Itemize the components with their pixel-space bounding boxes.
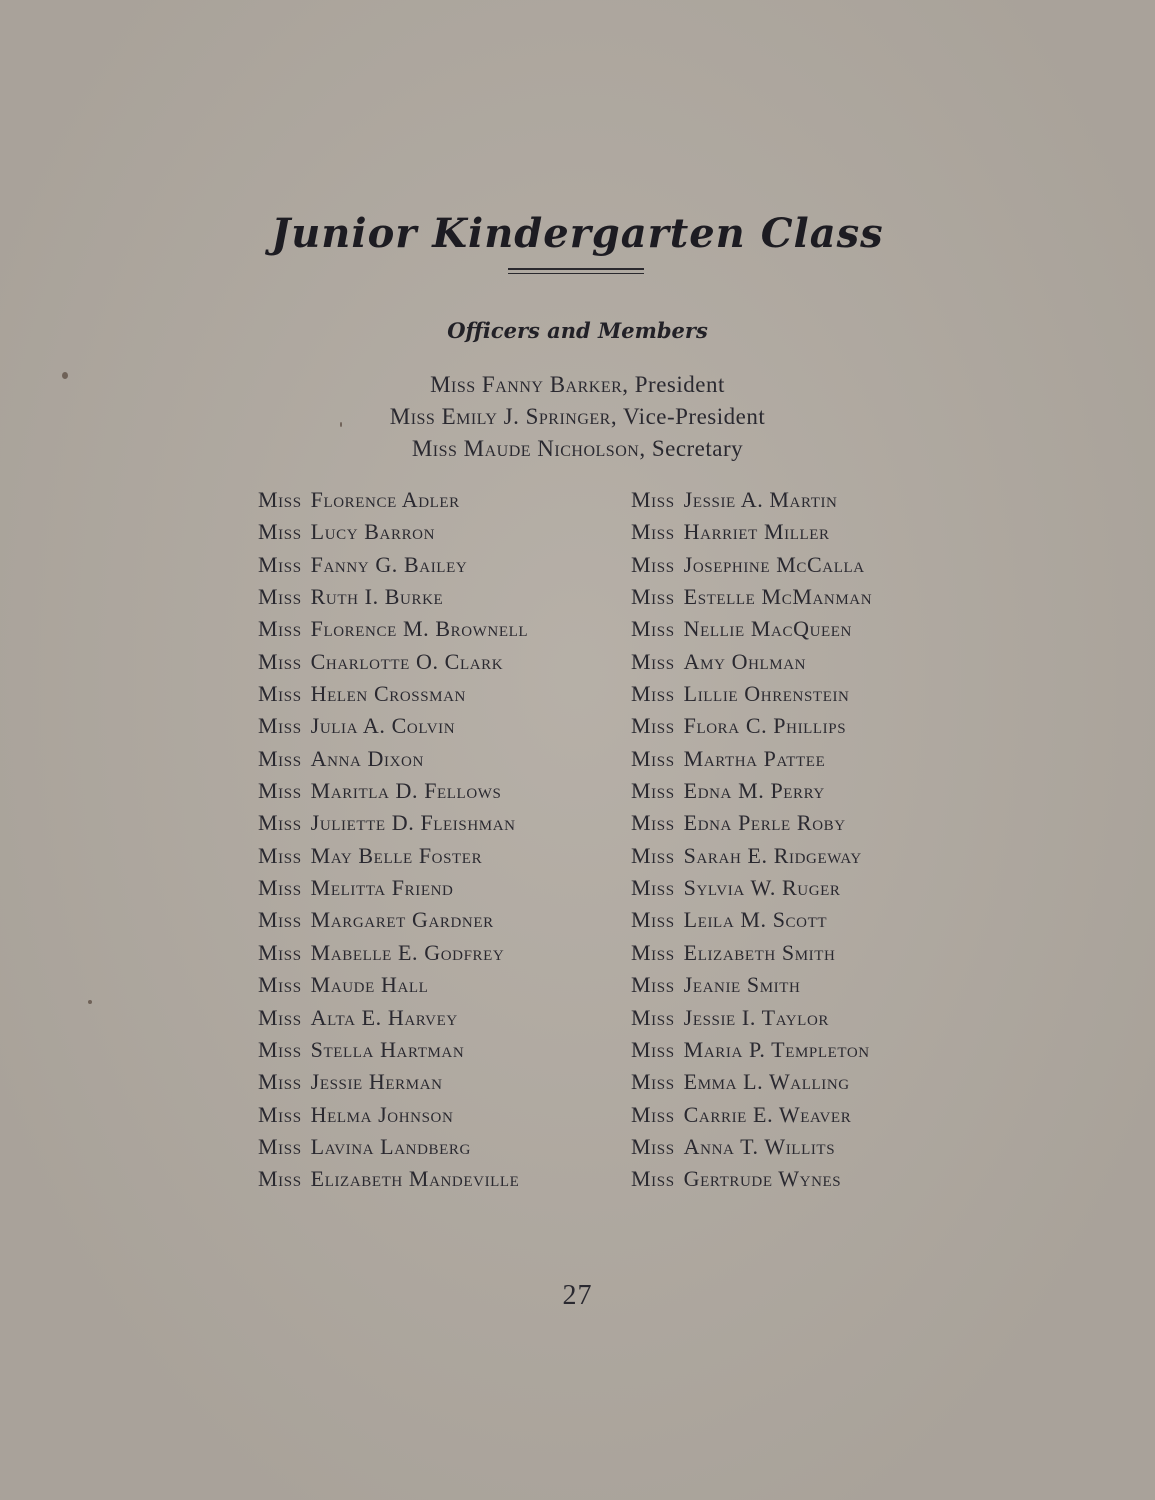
member-name: Helma Johnson — [310, 1101, 454, 1127]
member-item — [631, 872, 872, 904]
member-honorific: Miss — [631, 648, 675, 674]
officer-secretary — [0, 436, 1155, 462]
member-name: Margaret Gardner — [310, 907, 494, 933]
member-name: Lavina Landberg — [310, 1133, 471, 1159]
member-honorific: Miss — [631, 842, 675, 868]
member-item — [631, 613, 872, 645]
member-honorific: Miss — [258, 1166, 302, 1192]
officer-name: Miss Maude Nicholson — [411, 436, 640, 461]
member-honorific: Miss — [631, 745, 675, 771]
member-item — [631, 807, 872, 839]
member-honorific: Miss — [631, 1133, 675, 1159]
member-name: Sarah E. Ridgeway — [683, 842, 862, 868]
member-honorific: Miss — [258, 1004, 302, 1030]
member-name: Florence M. Brownell — [310, 616, 529, 642]
member-honorific: Miss — [258, 648, 302, 674]
member-name: Ruth I. Burke — [310, 584, 444, 610]
member-name: Melitta Friend — [310, 875, 454, 901]
member-item — [258, 1163, 528, 1195]
officer-role: , President — [622, 372, 725, 397]
member-honorific: Miss — [258, 875, 302, 901]
member-honorific: Miss — [258, 778, 302, 804]
member-name: Jessie A. Martin — [683, 487, 838, 512]
member-honorific: Miss — [631, 1069, 675, 1095]
member-item — [631, 937, 872, 969]
member-honorific: Miss — [258, 842, 302, 868]
member-name: Anna Dixon — [310, 745, 424, 771]
member-honorific: Miss — [631, 1036, 675, 1062]
page-title: Junior Kindergarten Class — [271, 210, 884, 257]
member-item — [631, 840, 872, 872]
member-name: Emma L. Walling — [683, 1069, 850, 1095]
officer-role: , Secretary — [639, 436, 744, 461]
officer-name: Miss Fanny Barker — [430, 372, 623, 397]
member-honorific: Miss — [631, 519, 675, 545]
member-item — [258, 1002, 528, 1034]
member-item — [258, 807, 528, 839]
member-honorific: Miss — [258, 745, 302, 771]
paper-speck — [340, 422, 342, 427]
paper-speck — [88, 1000, 92, 1004]
title-underline-thin — [508, 273, 644, 274]
member-honorific: Miss — [258, 681, 302, 707]
member-item — [258, 1066, 528, 1098]
member-name: Jessie I. Taylor — [683, 1004, 829, 1030]
member-honorific: Miss — [631, 1166, 675, 1192]
member-item — [631, 1099, 872, 1131]
member-honorific: Miss — [631, 778, 675, 804]
member-item — [631, 1034, 872, 1066]
member-honorific: Miss — [631, 487, 675, 512]
member-honorific: Miss — [631, 1101, 675, 1127]
member-name: Estelle McManman — [683, 584, 873, 610]
officer-vice-president — [0, 404, 1155, 430]
member-honorific: Miss — [631, 681, 675, 707]
member-item — [258, 743, 528, 775]
paper-speck — [62, 372, 68, 379]
member-honorific: Miss — [631, 875, 675, 901]
member-item — [258, 1099, 528, 1131]
page-number: 27 — [562, 1280, 593, 1311]
member-name: Flora C. Phillips — [683, 713, 847, 739]
officer-president — [0, 372, 1155, 398]
officer-name: Miss Emily J. Springer — [389, 404, 611, 429]
member-name: Gertrude Wynes — [683, 1166, 842, 1192]
member-name: Carrie E. Weaver — [683, 1101, 852, 1127]
member-item — [631, 743, 872, 775]
member-item — [631, 1163, 872, 1195]
member-name: Edna Perle Roby — [683, 810, 846, 836]
member-name: Lucy Barron — [310, 519, 436, 545]
member-item — [258, 872, 528, 904]
member-name: Maude Hall — [310, 972, 429, 998]
member-name: Florence Adler — [310, 487, 460, 512]
member-name: Jeanie Smith — [683, 972, 801, 998]
member-name: Anna T. Willits — [683, 1133, 836, 1159]
member-name: Edna M. Perry — [683, 778, 825, 804]
member-name: Martha Pattee — [683, 745, 826, 771]
member-honorific: Miss — [631, 616, 675, 642]
member-name: Fanny G. Bailey — [310, 551, 468, 577]
member-name: Nellie MacQueen — [683, 616, 852, 642]
member-item — [258, 969, 528, 1001]
member-name: Maritla D. Fellows — [310, 778, 502, 804]
member-item — [631, 904, 872, 936]
member-honorific: Miss — [631, 939, 675, 965]
member-honorific: Miss — [631, 551, 675, 577]
member-item — [631, 646, 872, 678]
member-honorific: Miss — [258, 810, 302, 836]
member-item — [258, 710, 528, 742]
section-subtitle: Officers and Members — [447, 318, 708, 343]
member-item — [258, 484, 528, 516]
member-name: Lillie Ohrenstein — [683, 681, 850, 707]
member-item — [631, 581, 872, 613]
member-list-left — [258, 484, 528, 1196]
member-name: Alta E. Harvey — [310, 1004, 458, 1030]
member-name: Harriet Miller — [683, 519, 830, 545]
member-item — [258, 1131, 528, 1163]
member-item — [258, 1034, 528, 1066]
member-item — [631, 969, 872, 1001]
member-item — [258, 516, 528, 548]
member-item — [258, 581, 528, 613]
member-item — [631, 1066, 872, 1098]
member-list-right — [631, 484, 872, 1196]
member-name: Jessie Herman — [310, 1069, 443, 1095]
member-honorific: Miss — [631, 810, 675, 836]
member-name: Stella Hartman — [310, 1036, 465, 1062]
member-honorific: Miss — [258, 616, 302, 642]
member-name: Juliette D. Fleishman — [310, 810, 516, 836]
member-item — [258, 613, 528, 645]
member-item — [631, 1131, 872, 1163]
officer-role: , Vice-President — [610, 404, 766, 429]
member-item — [631, 775, 872, 807]
member-item — [258, 678, 528, 710]
member-item — [631, 549, 872, 581]
member-honorific: Miss — [631, 1004, 675, 1030]
member-honorific: Miss — [258, 1036, 302, 1062]
member-item — [631, 516, 872, 548]
member-name: Amy Ohlman — [683, 648, 807, 674]
member-item — [631, 710, 872, 742]
member-name: Sylvia W. Ruger — [683, 875, 841, 901]
member-item — [258, 840, 528, 872]
member-honorific: Miss — [631, 584, 675, 610]
member-item — [631, 678, 872, 710]
member-item — [258, 549, 528, 581]
member-item — [258, 904, 528, 936]
member-honorific: Miss — [258, 1101, 302, 1127]
member-honorific: Miss — [258, 1069, 302, 1095]
member-honorific: Miss — [258, 487, 302, 512]
member-name: Elizabeth Smith — [683, 939, 836, 965]
member-honorific: Miss — [258, 1133, 302, 1159]
member-honorific: Miss — [258, 713, 302, 739]
member-honorific: Miss — [631, 713, 675, 739]
member-honorific: Miss — [258, 939, 302, 965]
member-item — [258, 646, 528, 678]
member-name: Julia A. Colvin — [310, 713, 456, 739]
member-name: May Belle Foster — [310, 842, 483, 868]
member-name: Helen Crossman — [310, 681, 466, 707]
member-item — [258, 937, 528, 969]
member-name: Mabelle E. Godfrey — [310, 939, 505, 965]
title-underline — [508, 268, 644, 270]
member-honorific: Miss — [631, 972, 675, 998]
member-honorific: Miss — [631, 907, 675, 933]
member-honorific: Miss — [258, 551, 302, 577]
member-item — [631, 484, 872, 516]
member-honorific: Miss — [258, 519, 302, 545]
member-item — [258, 775, 528, 807]
member-name: Leila M. Scott — [683, 907, 828, 933]
member-honorific: Miss — [258, 907, 302, 933]
member-name: Charlotte O. Clark — [310, 648, 504, 674]
member-honorific: Miss — [258, 972, 302, 998]
member-item — [631, 1002, 872, 1034]
member-name: Josephine McCalla — [683, 551, 865, 577]
member-name: Maria P. Templeton — [683, 1036, 870, 1062]
member-name: Elizabeth Mandeville — [310, 1166, 520, 1192]
member-honorific: Miss — [258, 584, 302, 610]
